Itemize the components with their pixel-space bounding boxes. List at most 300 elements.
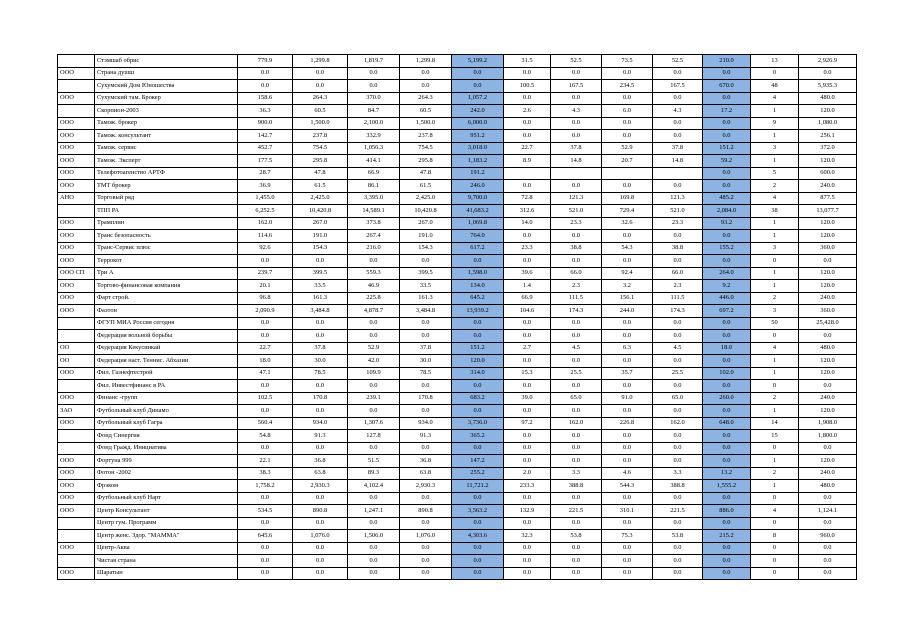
value-cell: 0 bbox=[751, 555, 799, 568]
value-cell: 0.0 bbox=[238, 405, 293, 418]
table-row bbox=[58, 280, 857, 293]
table-row bbox=[58, 417, 857, 430]
value-cell: 0.0 bbox=[293, 567, 348, 580]
value-cell: 15.3 bbox=[504, 367, 551, 380]
value-cell: 63.8 bbox=[293, 467, 348, 480]
value-cell: 0.0 bbox=[653, 430, 703, 443]
value-cell: 1,908.0 bbox=[799, 417, 857, 430]
table-row bbox=[58, 155, 857, 168]
value-cell: 0.0 bbox=[551, 455, 602, 468]
org-form-cell: ООО bbox=[58, 230, 95, 243]
value-cell: 0.0 bbox=[400, 380, 452, 393]
table-row bbox=[58, 192, 857, 205]
value-cell: 111.5 bbox=[653, 292, 703, 305]
org-form-cell: ООО bbox=[58, 292, 95, 305]
total-cell: 0.0 bbox=[452, 80, 504, 93]
value-cell: 414.1 bbox=[348, 155, 400, 168]
value-cell: 37.8 bbox=[293, 342, 348, 355]
org-form-cell: ООО bbox=[58, 242, 95, 255]
value-cell: 0 bbox=[751, 380, 799, 393]
total-cell: 1,598.0 bbox=[452, 267, 504, 280]
value-cell bbox=[504, 167, 551, 180]
value-cell: 37.8 bbox=[551, 142, 602, 155]
value-cell: 36.3 bbox=[238, 105, 293, 118]
value-cell: 46.9 bbox=[348, 280, 400, 293]
value-cell: 0.0 bbox=[504, 380, 551, 393]
value-cell: 0.0 bbox=[238, 67, 293, 80]
organization-name-cell: Фаэтон bbox=[95, 305, 238, 318]
value-cell: 4.5 bbox=[551, 342, 602, 355]
org-form-cell: ОО bbox=[58, 355, 95, 368]
value-cell: 1,299.8 bbox=[400, 55, 452, 68]
table-row bbox=[58, 130, 857, 143]
total-cell: 764.0 bbox=[452, 230, 504, 243]
value-cell: 0.0 bbox=[653, 255, 703, 268]
value-cell: 1,080.0 bbox=[799, 117, 857, 130]
value-cell: 53.8 bbox=[551, 530, 602, 543]
value-cell: 0.0 bbox=[293, 317, 348, 330]
value-cell: 0.0 bbox=[293, 492, 348, 505]
value-cell: 372.0 bbox=[799, 142, 857, 155]
total-cell: 886.0 bbox=[703, 505, 751, 518]
total-cell: 260.0 bbox=[703, 392, 751, 405]
total-cell: 0.0 bbox=[703, 355, 751, 368]
value-cell: 1 bbox=[751, 355, 799, 368]
value-cell: 4 bbox=[751, 505, 799, 518]
value-cell: 6.0 bbox=[602, 105, 653, 118]
organization-name-cell: Федерация Кекусинкай bbox=[95, 342, 238, 355]
value-cell: 120.0 bbox=[799, 155, 857, 168]
value-cell: 0.0 bbox=[602, 117, 653, 130]
value-cell: 0.0 bbox=[653, 330, 703, 343]
value-cell: 0.0 bbox=[348, 442, 400, 455]
value-cell: 36.9 bbox=[238, 180, 293, 193]
total-cell: 1,183.2 bbox=[452, 155, 504, 168]
value-cell: 0.0 bbox=[799, 330, 857, 343]
value-cell: 237.8 bbox=[400, 130, 452, 143]
organization-name-cell: Шаратын bbox=[95, 567, 238, 580]
value-cell: 8 bbox=[751, 530, 799, 543]
value-cell: 0.0 bbox=[602, 355, 653, 368]
value-cell: 0.0 bbox=[551, 430, 602, 443]
value-cell: 244.0 bbox=[602, 305, 653, 318]
value-cell: 0.0 bbox=[348, 492, 400, 505]
total-cell: 0.0 bbox=[452, 317, 504, 330]
table-row bbox=[58, 330, 857, 343]
value-cell: 221.5 bbox=[653, 505, 703, 518]
org-form-cell bbox=[58, 517, 95, 530]
value-cell: 890.8 bbox=[293, 505, 348, 518]
organization-name-cell: Транс-Сервис плюс bbox=[95, 242, 238, 255]
value-cell: 0.0 bbox=[551, 92, 602, 105]
value-cell: 399.5 bbox=[400, 267, 452, 280]
total-cell: 242.0 bbox=[452, 105, 504, 118]
value-cell: 0.0 bbox=[602, 555, 653, 568]
organization-name-cell: ТМТ брокер bbox=[95, 180, 238, 193]
value-cell: 0.0 bbox=[504, 255, 551, 268]
value-cell: 239.7 bbox=[238, 267, 293, 280]
table-row bbox=[58, 517, 857, 530]
total-cell: 0.0 bbox=[452, 442, 504, 455]
organization-name-cell: Фонд Гражд. Инициатива bbox=[95, 442, 238, 455]
value-cell: 1 bbox=[751, 130, 799, 143]
value-cell: 0.0 bbox=[602, 542, 653, 555]
value-cell: 960.0 bbox=[799, 530, 857, 543]
table-row bbox=[58, 317, 857, 330]
total-cell: 2,084.0 bbox=[703, 205, 751, 218]
value-cell: 4.6 bbox=[602, 467, 653, 480]
value-cell: 2.3 bbox=[551, 280, 602, 293]
value-cell: 0.0 bbox=[551, 492, 602, 505]
value-cell: 0.0 bbox=[293, 442, 348, 455]
total-cell: 683.2 bbox=[452, 392, 504, 405]
value-cell: 154.3 bbox=[400, 242, 452, 255]
value-cell: 38 bbox=[751, 205, 799, 218]
total-cell: 1,069.8 bbox=[452, 217, 504, 230]
value-cell: 39.6 bbox=[504, 267, 551, 280]
value-cell: 399.5 bbox=[293, 267, 348, 280]
value-cell: 142.7 bbox=[238, 130, 293, 143]
org-form-cell bbox=[58, 530, 95, 543]
value-cell: 120.0 bbox=[799, 217, 857, 230]
total-cell: 3,018.0 bbox=[452, 142, 504, 155]
value-cell: 162.0 bbox=[551, 417, 602, 430]
table-row bbox=[58, 355, 857, 368]
value-cell: 0.0 bbox=[238, 492, 293, 505]
org-form-cell: ОО bbox=[58, 342, 95, 355]
organization-name-cell: Центр женс. Здор. "МАММА" bbox=[95, 530, 238, 543]
org-form-cell: ООО bbox=[58, 280, 95, 293]
value-cell: 4 bbox=[751, 192, 799, 205]
value-cell: 73.5 bbox=[602, 55, 653, 68]
table-row bbox=[58, 242, 857, 255]
org-form-cell: ООО СП bbox=[58, 267, 95, 280]
organization-name-cell: Фарт строй. bbox=[95, 292, 238, 305]
value-cell: 22.1 bbox=[238, 455, 293, 468]
org-form-cell: ООО bbox=[58, 367, 95, 380]
value-cell: 0.0 bbox=[551, 117, 602, 130]
organization-name-cell: ТПП РА bbox=[95, 205, 238, 218]
value-cell: 295.8 bbox=[400, 155, 452, 168]
value-cell: 0.0 bbox=[653, 130, 703, 143]
total-cell: 0.0 bbox=[703, 255, 751, 268]
value-cell: 1,500.0 bbox=[293, 117, 348, 130]
value-cell: 0.0 bbox=[653, 317, 703, 330]
value-cell: 174.3 bbox=[551, 305, 602, 318]
value-cell: 0.0 bbox=[238, 255, 293, 268]
value-cell: 0 bbox=[751, 67, 799, 80]
value-cell: 109.9 bbox=[348, 367, 400, 380]
org-form-cell: ООО bbox=[58, 130, 95, 143]
total-cell: 0.0 bbox=[703, 542, 751, 555]
organization-name-cell: Три А bbox=[95, 267, 238, 280]
organization-name-cell: Фил. Инвестфинанс в РА bbox=[95, 380, 238, 393]
value-cell: 0.0 bbox=[400, 517, 452, 530]
table-row bbox=[58, 205, 857, 218]
table-row bbox=[58, 117, 857, 130]
value-cell: 65.0 bbox=[551, 392, 602, 405]
value-cell: 52.9 bbox=[348, 342, 400, 355]
value-cell: 0.0 bbox=[238, 80, 293, 93]
value-cell: 0.0 bbox=[504, 492, 551, 505]
value-cell: 1,076.0 bbox=[400, 530, 452, 543]
value-cell: 92.4 bbox=[602, 267, 653, 280]
value-cell: 0.0 bbox=[602, 67, 653, 80]
value-cell: 52.5 bbox=[551, 55, 602, 68]
total-cell: 13.2 bbox=[703, 467, 751, 480]
total-cell: 648.0 bbox=[703, 417, 751, 430]
value-cell: 1,076.0 bbox=[293, 530, 348, 543]
total-cell: 446.0 bbox=[703, 292, 751, 305]
value-cell: 167.5 bbox=[551, 80, 602, 93]
value-cell: 360.0 bbox=[799, 242, 857, 255]
value-cell: 0.0 bbox=[799, 255, 857, 268]
value-cell: 267.4 bbox=[348, 230, 400, 243]
table-row bbox=[58, 530, 857, 543]
value-cell: 54.3 bbox=[602, 242, 653, 255]
value-cell: 177.5 bbox=[238, 155, 293, 168]
total-cell: 0.0 bbox=[703, 555, 751, 568]
org-form-cell: ООО bbox=[58, 467, 95, 480]
value-cell: 0.0 bbox=[504, 455, 551, 468]
table-row bbox=[58, 342, 857, 355]
value-cell: 0.0 bbox=[551, 67, 602, 80]
value-cell: 120.0 bbox=[799, 280, 857, 293]
value-cell: 0.0 bbox=[400, 80, 452, 93]
value-cell: 111.5 bbox=[551, 292, 602, 305]
value-cell: 60.5 bbox=[400, 105, 452, 118]
organization-name-cell: Тамож. брокер bbox=[95, 117, 238, 130]
value-cell: 0.0 bbox=[653, 555, 703, 568]
value-cell: 2,425.0 bbox=[400, 192, 452, 205]
total-cell: 3,736.0 bbox=[452, 417, 504, 430]
total-cell: 645.2 bbox=[452, 292, 504, 305]
value-cell: 1,124.1 bbox=[799, 505, 857, 518]
value-cell: 0 bbox=[751, 255, 799, 268]
value-cell: 0.0 bbox=[602, 442, 653, 455]
total-cell: 0.0 bbox=[452, 492, 504, 505]
value-cell: 264.3 bbox=[400, 92, 452, 105]
value-cell: 1 bbox=[751, 105, 799, 118]
value-cell: 30.0 bbox=[293, 355, 348, 368]
organization-name-cell: Страна душш bbox=[95, 67, 238, 80]
organization-name-cell: Торгово-финансовая компания bbox=[95, 280, 238, 293]
value-cell: 216.0 bbox=[348, 242, 400, 255]
value-cell: 0.0 bbox=[653, 567, 703, 580]
value-cell: 1 bbox=[751, 267, 799, 280]
value-cell: 23.3 bbox=[653, 217, 703, 230]
value-cell: 23.3 bbox=[504, 242, 551, 255]
organization-name-cell: Футбольный клуб Гагра bbox=[95, 417, 238, 430]
value-cell: 0.0 bbox=[602, 380, 653, 393]
value-cell: 0.0 bbox=[602, 255, 653, 268]
org-form-cell: ООО bbox=[58, 492, 95, 505]
organization-name-cell: Фонд Синергия bbox=[95, 430, 238, 443]
value-cell: 0.0 bbox=[602, 517, 653, 530]
value-cell: 161.3 bbox=[293, 292, 348, 305]
value-cell: 174.3 bbox=[653, 305, 703, 318]
value-cell: 32.3 bbox=[504, 530, 551, 543]
value-cell: 0.0 bbox=[348, 555, 400, 568]
org-form-cell bbox=[58, 555, 95, 568]
value-cell: 240.0 bbox=[799, 392, 857, 405]
value-cell: 0.0 bbox=[799, 517, 857, 530]
total-cell: 0.0 bbox=[703, 330, 751, 343]
table-row bbox=[58, 217, 857, 230]
value-cell: 13 bbox=[751, 55, 799, 68]
total-cell: 13,939.2 bbox=[452, 305, 504, 318]
org-form-cell bbox=[58, 330, 95, 343]
org-form-cell: ЗАО bbox=[58, 405, 95, 418]
value-cell: 3 bbox=[751, 142, 799, 155]
value-cell: 2 bbox=[751, 467, 799, 480]
value-cell: 729.4 bbox=[602, 205, 653, 218]
value-cell: 32.6 bbox=[602, 217, 653, 230]
value-cell: 104.6 bbox=[504, 305, 551, 318]
value-cell: 0.0 bbox=[400, 542, 452, 555]
value-cell: 52.5 bbox=[653, 55, 703, 68]
value-cell: 0.0 bbox=[653, 492, 703, 505]
total-cell: 0.0 bbox=[703, 230, 751, 243]
value-cell: 91.3 bbox=[293, 430, 348, 443]
value-cell: 480.0 bbox=[799, 92, 857, 105]
value-cell: 0.0 bbox=[504, 567, 551, 580]
value-cell: 89.3 bbox=[348, 467, 400, 480]
value-cell: 332.9 bbox=[348, 130, 400, 143]
value-cell: 0.0 bbox=[400, 442, 452, 455]
total-cell: 0.0 bbox=[452, 555, 504, 568]
value-cell: 0.0 bbox=[551, 180, 602, 193]
value-cell: 0.0 bbox=[238, 317, 293, 330]
table-row bbox=[58, 542, 857, 555]
value-cell: 0.0 bbox=[602, 130, 653, 143]
total-cell: 246.0 bbox=[452, 180, 504, 193]
value-cell: 0.0 bbox=[504, 542, 551, 555]
value-cell: 0 bbox=[751, 442, 799, 455]
value-cell: 0.0 bbox=[504, 117, 551, 130]
value-cell: 3 bbox=[751, 242, 799, 255]
value-cell: 0.0 bbox=[400, 492, 452, 505]
value-cell: 0.0 bbox=[551, 255, 602, 268]
value-cell: 0.0 bbox=[400, 67, 452, 80]
value-cell: 0.0 bbox=[799, 542, 857, 555]
value-cell: 0.0 bbox=[551, 355, 602, 368]
total-cell: 9,700.0 bbox=[452, 192, 504, 205]
value-cell: 1 bbox=[751, 280, 799, 293]
value-cell: 0.0 bbox=[504, 92, 551, 105]
value-cell: 72.8 bbox=[504, 192, 551, 205]
value-cell: 312.6 bbox=[504, 205, 551, 218]
total-cell: 0.0 bbox=[703, 492, 751, 505]
total-cell: 59.2 bbox=[703, 155, 751, 168]
value-cell: 63.8 bbox=[400, 467, 452, 480]
total-cell: 0.0 bbox=[703, 430, 751, 443]
value-cell: 0.0 bbox=[551, 380, 602, 393]
value-cell: 900.0 bbox=[238, 117, 293, 130]
total-cell: 151.2 bbox=[703, 142, 751, 155]
value-cell: 0.0 bbox=[293, 555, 348, 568]
value-cell: 0.0 bbox=[348, 405, 400, 418]
organization-name-cell: Футбольный клуб Динамо bbox=[95, 405, 238, 418]
value-cell: 2.3 bbox=[653, 280, 703, 293]
total-cell: 0.0 bbox=[452, 567, 504, 580]
value-cell: 239.1 bbox=[348, 392, 400, 405]
value-cell: 100.5 bbox=[504, 80, 551, 93]
value-cell: 120.0 bbox=[799, 230, 857, 243]
total-cell: 6,000.0 bbox=[452, 117, 504, 130]
value-cell: 0.0 bbox=[551, 542, 602, 555]
value-cell bbox=[653, 167, 703, 180]
value-cell: 0.0 bbox=[551, 130, 602, 143]
value-cell: 1.4 bbox=[504, 280, 551, 293]
value-cell: 452.7 bbox=[238, 142, 293, 155]
value-cell: 97.2 bbox=[504, 417, 551, 430]
value-cell: 0.0 bbox=[293, 255, 348, 268]
total-cell: 215.2 bbox=[703, 530, 751, 543]
org-form-cell bbox=[58, 317, 95, 330]
value-cell: 645.6 bbox=[238, 530, 293, 543]
value-cell: 0.0 bbox=[602, 567, 653, 580]
value-cell: 28.7 bbox=[238, 167, 293, 180]
value-cell: 754.5 bbox=[293, 142, 348, 155]
total-cell: 255.2 bbox=[452, 467, 504, 480]
value-cell: 0.0 bbox=[400, 255, 452, 268]
total-cell: 147.2 bbox=[452, 455, 504, 468]
value-cell: 91.3 bbox=[400, 430, 452, 443]
value-cell: 3.3 bbox=[551, 467, 602, 480]
total-cell: 0.0 bbox=[703, 517, 751, 530]
value-cell: 4.5 bbox=[653, 342, 703, 355]
value-cell: 0.0 bbox=[551, 567, 602, 580]
table-row bbox=[58, 455, 857, 468]
value-cell: 1,056.3 bbox=[348, 142, 400, 155]
total-cell: 120.0 bbox=[452, 355, 504, 368]
value-cell: 162.0 bbox=[238, 217, 293, 230]
value-cell: 0.0 bbox=[551, 330, 602, 343]
value-cell: 295.8 bbox=[293, 155, 348, 168]
value-cell: 0.0 bbox=[799, 67, 857, 80]
value-cell: 120.0 bbox=[799, 267, 857, 280]
value-cell: 36.8 bbox=[293, 455, 348, 468]
value-cell: 65.0 bbox=[653, 392, 703, 405]
value-cell: 544.3 bbox=[602, 480, 653, 493]
value-cell: 33.5 bbox=[293, 280, 348, 293]
value-cell: 1 bbox=[751, 217, 799, 230]
value-cell: 3.2 bbox=[602, 280, 653, 293]
value-cell: 267.0 bbox=[293, 217, 348, 230]
value-cell: 2.0 bbox=[504, 467, 551, 480]
value-cell: 52.9 bbox=[602, 142, 653, 155]
value-cell: 0.0 bbox=[504, 405, 551, 418]
total-cell: 0.0 bbox=[452, 517, 504, 530]
table-row bbox=[58, 430, 857, 443]
organization-name-cell: Фрэком bbox=[95, 480, 238, 493]
value-cell: 37.8 bbox=[400, 342, 452, 355]
value-cell: 61.5 bbox=[400, 180, 452, 193]
value-cell: 0.0 bbox=[348, 567, 400, 580]
value-cell: 0.0 bbox=[504, 180, 551, 193]
total-cell: 0.0 bbox=[452, 380, 504, 393]
value-cell: 66.0 bbox=[551, 267, 602, 280]
value-cell: 15 bbox=[751, 430, 799, 443]
value-cell: 1,500.0 bbox=[400, 117, 452, 130]
value-cell: 154.3 bbox=[293, 242, 348, 255]
organization-name-cell: Телефотоагенство АРТФ bbox=[95, 167, 238, 180]
total-cell: 155.2 bbox=[703, 242, 751, 255]
value-cell: 0.0 bbox=[551, 442, 602, 455]
value-cell: 4,878.7 bbox=[348, 305, 400, 318]
total-cell: 4,303.6 bbox=[452, 530, 504, 543]
